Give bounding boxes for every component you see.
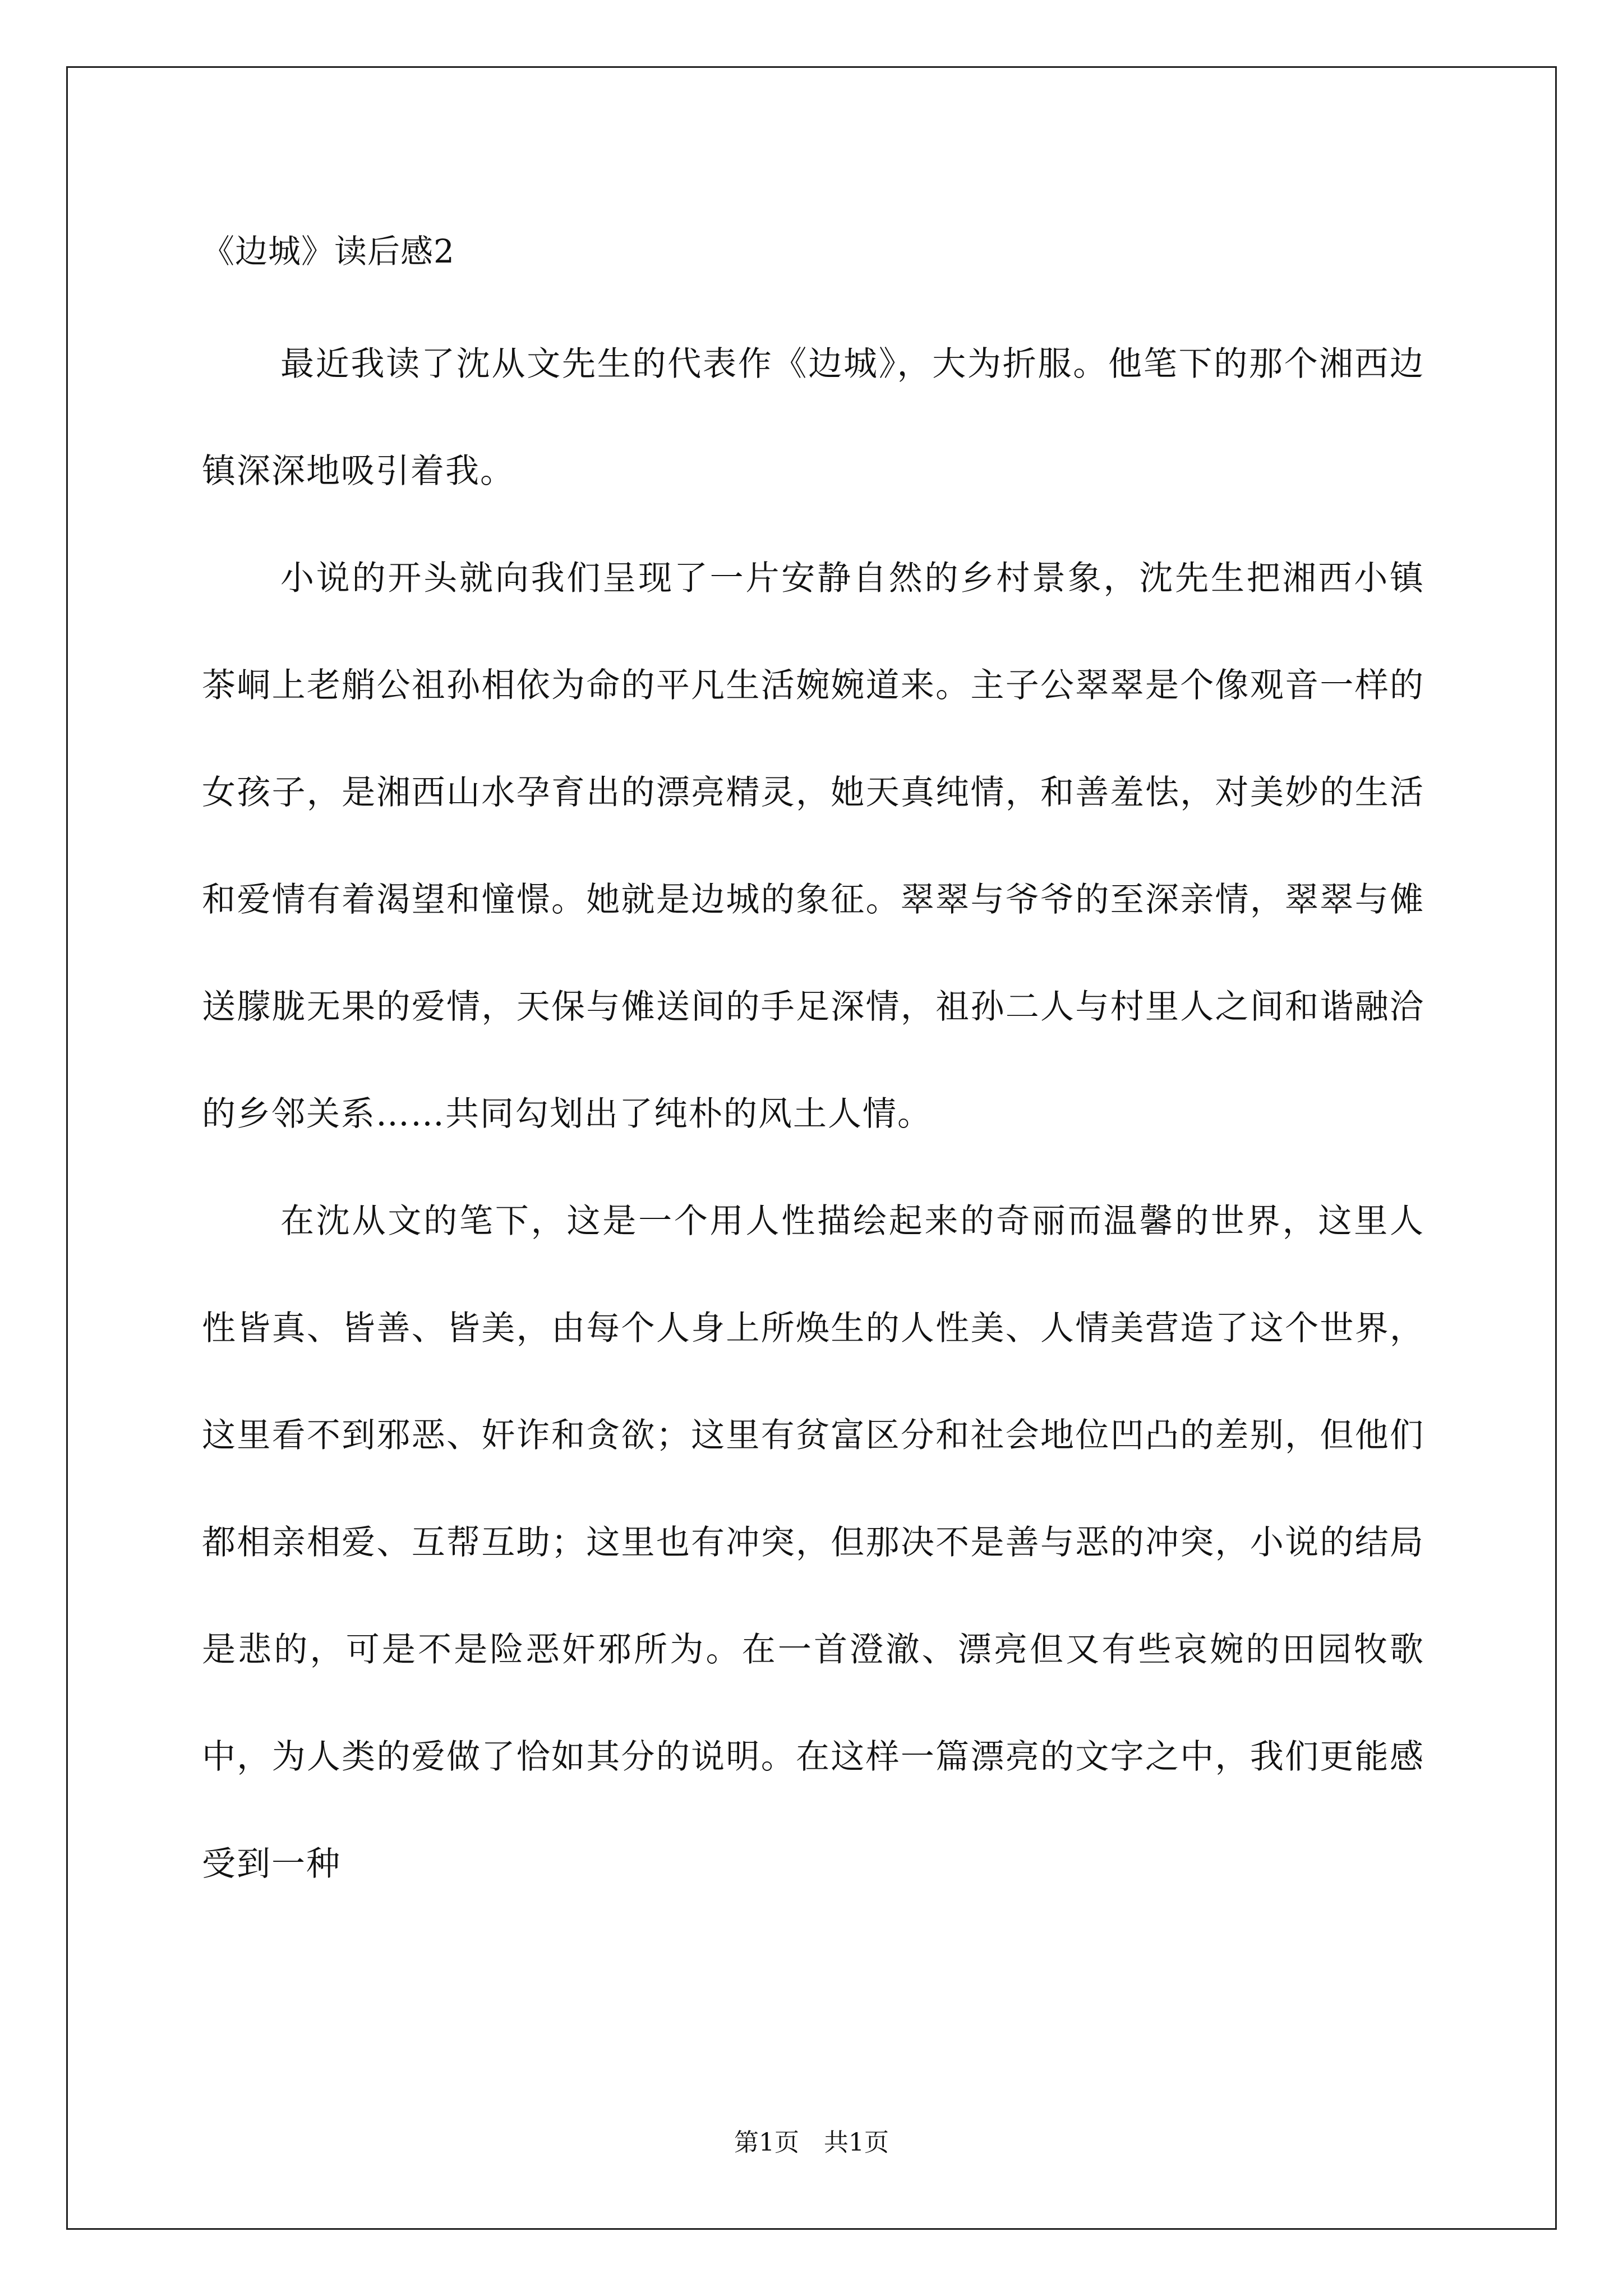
paragraph-3: 在沈从文的笔下，这是一个用人性描绘起来的奇丽而温馨的世界，这里人性皆真、皆善、皆美，由每个人身上所焕生的人性美、人情美营造了这个世界，这里看不到邪恶、奸诈和贪欲；这里有贫富区分和社会地位凹凸的差别，但他们都相亲相爱、互帮互助；这里也有冲突，但那决不是善与恶的冲突，小说的结局是悲的，可是不是险恶奸邪所为。在一首澄澈、漂亮但又有些哀婉的田园牧歌中，为人类的爱做了恰如其分的说明。在这样一篇漂亮的文字之中，我们更能感受到一种 [202,1202,1424,1884]
document-title: 《边城》读后感2 [202,232,455,270]
paragraph-2: 小说的开头就向我们呈现了一片安静自然的乡村景象，沈先生把湘西小镇茶峒上老艄公祖孙相依为命的平凡生活婉婉道来。主子公翠翠是个像观音一样的女孩子，是湘西山水孕育出的漂亮精灵，她天真纯情，和善羞怯，对美妙的生活和爱情有着渴望和憧憬。她就是边城的象征。翠翠与爷爷的至深亲情，翠翠与傩送朦胧无果的爱情，天保与傩送间的手足深情，祖孙二人与村里人之间和谐融洽的乡邻关系……共同勾划出了纯朴的风土人情。 [202,559,1424,1134]
document-body [202,224,1424,1918]
page-footer: 第1页 共1页 [734,2128,889,2157]
paragraph-1: 最近我读了沈从文先生的代表作《边城》，大为折服。他笔下的那个湘西边镇深深地吸引着我。 [202,344,1424,491]
